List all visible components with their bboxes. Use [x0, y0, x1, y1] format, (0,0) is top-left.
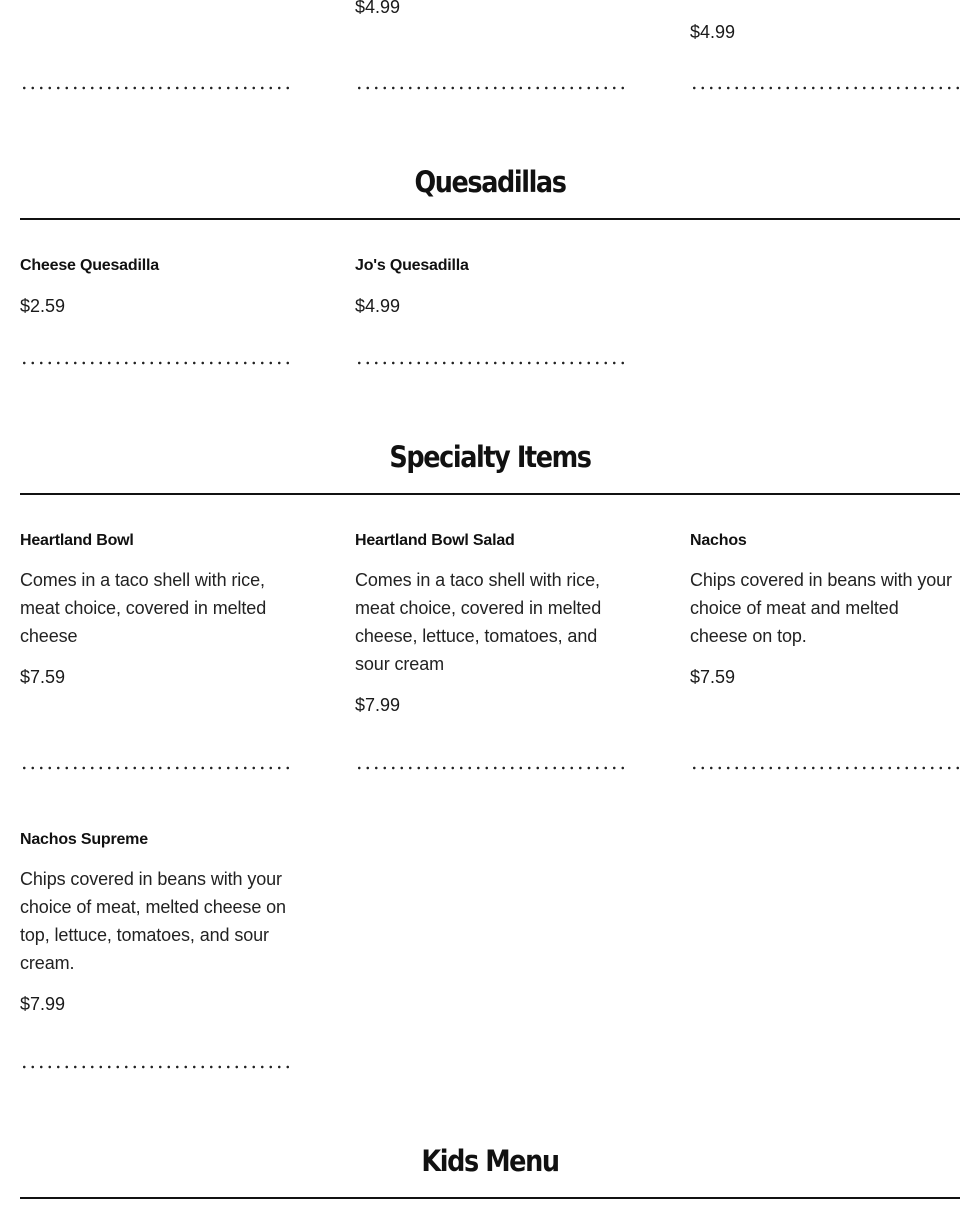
dotted-divider	[20, 361, 290, 365]
item-price: $7.99	[20, 994, 66, 1014]
item-description: Comes in a taco shell with rice, meat choice, covered in melted cheese	[20, 570, 267, 646]
item-price: $2.59	[20, 296, 66, 316]
item-name: Heartland Bowl	[20, 532, 134, 549]
item-price: $4.99	[355, 296, 401, 316]
menu-item-nachos-supreme	[20, 830, 290, 1014]
section-rule	[20, 218, 960, 220]
item-name: Cheese Quesadilla	[20, 257, 159, 274]
item-price: $4.99	[690, 22, 736, 42]
item-description: Comes in a taco shell with rice, meat choice, covered in melted cheese, lettuce, tomatoes, and sour cream	[355, 570, 602, 674]
item-name: Heartland Bowl Salad	[355, 532, 515, 549]
section-rule	[20, 493, 960, 495]
dotted-divider	[20, 766, 290, 770]
dotted-divider	[355, 766, 625, 770]
item-price: $7.99	[355, 695, 401, 715]
section-title-kids-menu: Kids Menu	[421, 1144, 559, 1178]
menu-item	[690, 22, 960, 42]
item-price: $7.59	[690, 667, 736, 687]
item-name: Nachos	[690, 532, 747, 549]
item-price: $7.59	[20, 667, 66, 687]
menu-item-jos-quesadilla	[355, 256, 625, 316]
dotted-divider	[690, 86, 960, 90]
section-title-quesadillas: Quesadillas	[414, 165, 566, 199]
dotted-divider	[355, 86, 625, 90]
item-price: $4.99	[355, 0, 401, 17]
item-description: Chips covered in beans with your choice of meat, melted cheese on top, lettuce, tomatoes, and sour cream.	[20, 869, 286, 973]
menu-item	[355, 0, 625, 17]
dotted-divider	[20, 1065, 290, 1069]
dotted-divider	[20, 86, 290, 90]
item-description: Chips covered in beans with your choice of meat and melted cheese on top.	[690, 570, 952, 646]
item-name: Jo's Quesadilla	[355, 257, 469, 274]
section-rule	[20, 1197, 960, 1199]
section-title-specialty-items: Specialty Items	[389, 440, 591, 474]
item-name: Nachos Supreme	[20, 831, 148, 848]
menu-item-cheese-quesadilla	[20, 256, 290, 316]
menu-item-nachos	[690, 531, 960, 687]
menu-item-heartland-bowl-salad	[355, 531, 625, 715]
dotted-divider	[355, 361, 625, 365]
menu-item-heartland-bowl	[20, 531, 290, 687]
dotted-divider	[690, 766, 960, 770]
